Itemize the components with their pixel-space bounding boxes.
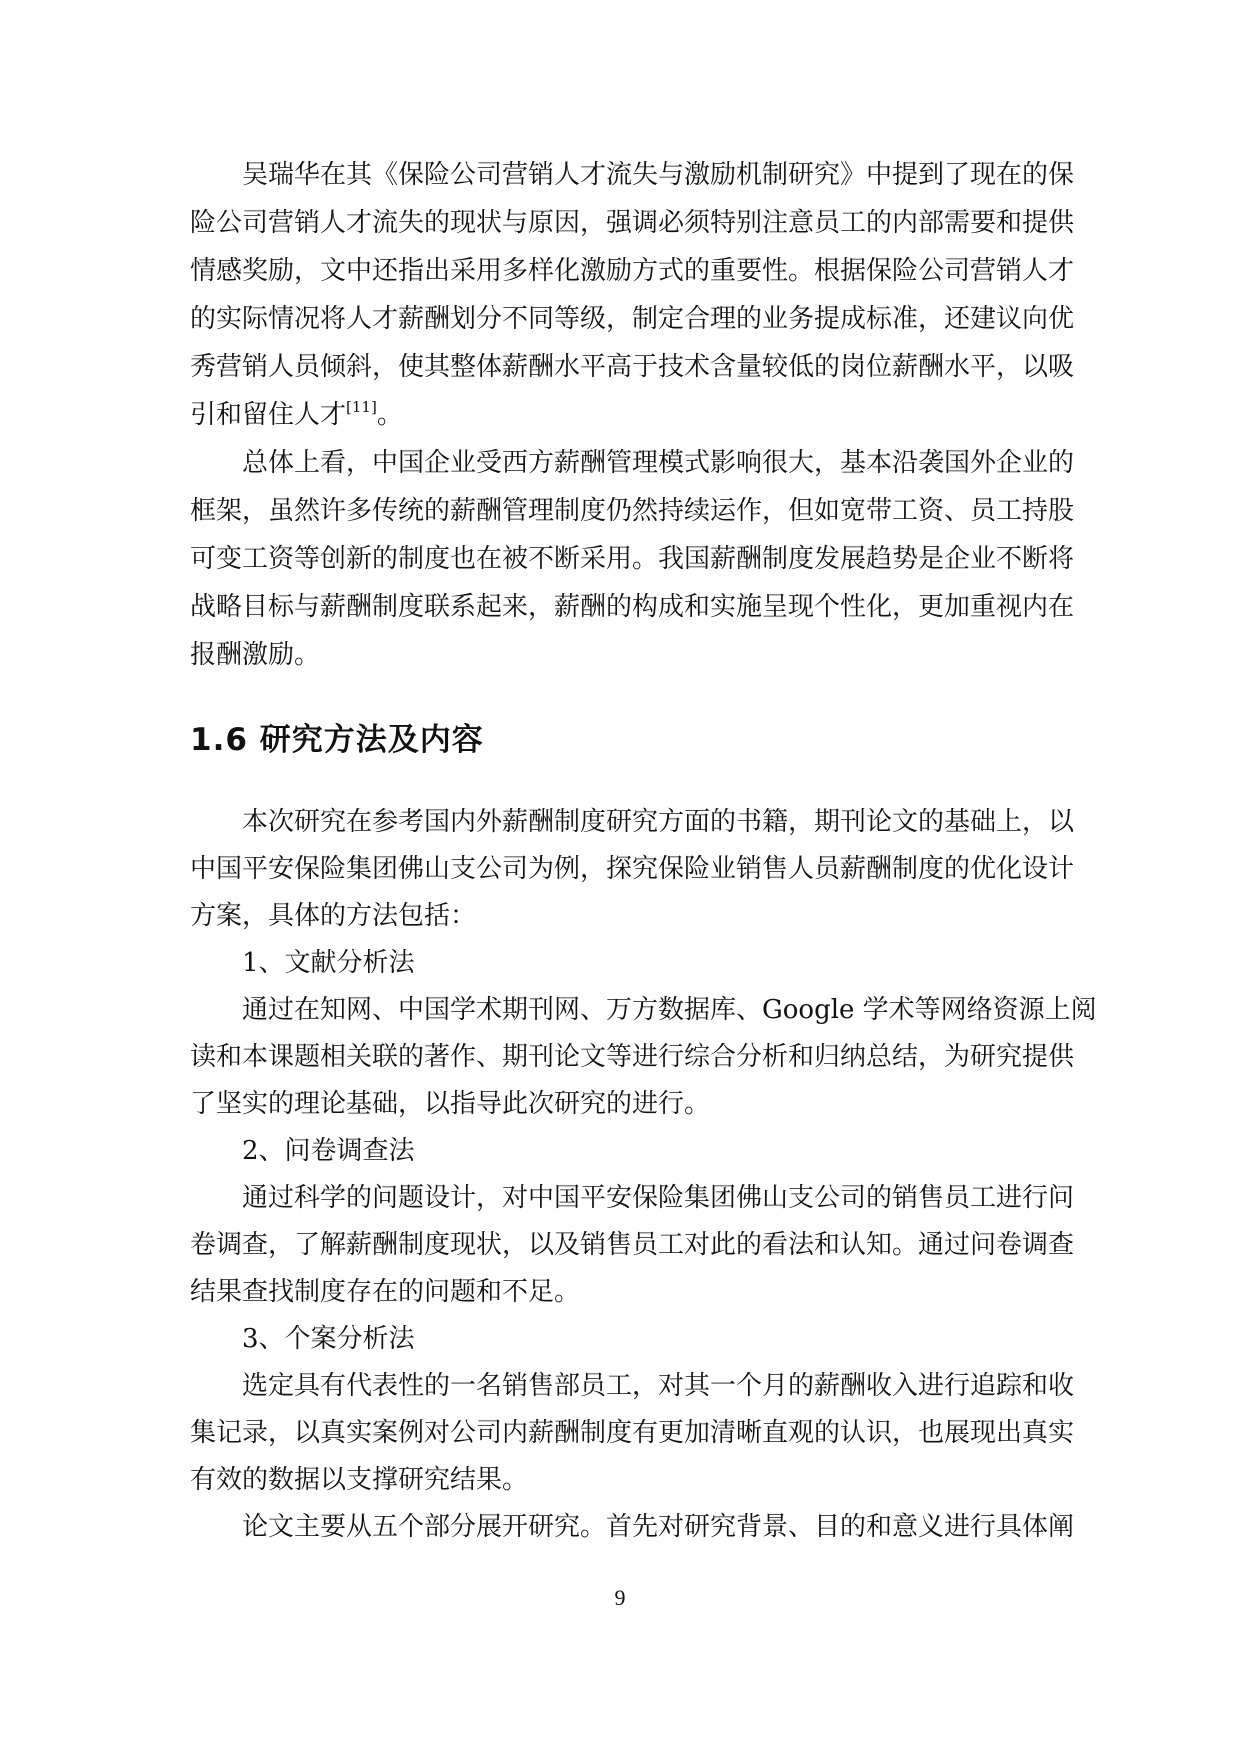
- paragraph: [190, 1504, 1075, 1551]
- body-section-after-heading: [190, 799, 1097, 1551]
- text-line: 集记录，以真实案例对公司内薪酬制度有更加清晰直观的认识，也展现出真实: [190, 1418, 1075, 1448]
- text-line: 方案，具体的方法包括：: [190, 901, 477, 931]
- text-line: 有效的数据以支撑研究结果。: [190, 1465, 529, 1495]
- text-line: 总体上看，中国企业受西方薪酬管理模式影响很大，基本沿袭国外企业的: [242, 448, 1075, 478]
- paragraph: [190, 439, 1075, 679]
- text-line: 中国平安保险集团佛山支公司为例，探究保险业销售人员薪酬制度的优化设计: [190, 854, 1075, 884]
- paragraph: [190, 151, 1075, 439]
- text-line: 选定具有代表性的一名销售部员工，对其一个月的薪酬收入进行追踪和收: [242, 1371, 1075, 1401]
- text-line: 吴瑞华在其《保险公司营销人才流失与激励机制研究》中提到了现在的保: [242, 160, 1075, 190]
- text-line: [190, 391, 1058, 439]
- paragraph: [190, 1316, 1058, 1363]
- text-line: 论文主要从五个部分展开研究。首先对研究背景、目的和意义进行具体阐: [242, 1512, 1075, 1542]
- text-line-tail: 。: [376, 400, 403, 430]
- paragraph: [190, 1363, 1075, 1504]
- text-line: 框架，虽然许多传统的薪酬管理制度仍然持续运作，但如宽带工资、员工持股: [190, 496, 1075, 526]
- citation-reference[interactable]: [11]: [346, 398, 377, 416]
- text-line: 了坚实的理论基础，以指导此次研究的进行。: [190, 1089, 711, 1119]
- paragraph: [190, 987, 1097, 1128]
- text-line: 本次研究在参考国内外薪酬制度研究方面的书籍，期刊论文的基础上，以: [242, 807, 1075, 837]
- section-heading: 1.6 研究方法及内容: [190, 722, 484, 758]
- text-line: 2、问卷调查法: [242, 1136, 415, 1166]
- text-line: 秀营销人员倾斜，使其整体薪酬水平高于技术含量较低的岗位薪酬水平，以吸: [190, 352, 1075, 382]
- paragraph: [190, 1175, 1075, 1316]
- text-line-content: 引和留住人才: [190, 400, 347, 430]
- text-line: 情感奖励，文中还指出采用多样化激励方式的重要性。根据保险公司营销人才: [190, 256, 1075, 286]
- text-line: 险公司营销人才流失的现状与原因，强调必须特别注意员工的内部需要和提供: [190, 208, 1075, 238]
- text-line: 的实际情况将人才薪酬划分不同等级，制定合理的业务提成标准，还建议向优: [190, 304, 1075, 334]
- text-line: 战略目标与薪酬制度联系起来，薪酬的构成和实施呈现个性化，更加重视内在: [190, 592, 1075, 622]
- text-line: 通过科学的问题设计，对中国平安保险集团佛山支公司的销售员工进行问: [242, 1183, 1075, 1213]
- text-line: 通过在知网、中国学术期刊网、万方数据库、Google 学术等网络资源上阅: [242, 995, 1097, 1025]
- text-line: 1、文献分析法: [242, 948, 415, 978]
- text-line: 卷调查，了解薪酬制度现状，以及销售员工对此的看法和认知。通过问卷调查: [190, 1230, 1075, 1260]
- page-number: 9: [614, 1585, 626, 1610]
- text-line: 结果查找制度存在的问题和不足。: [190, 1277, 581, 1307]
- body-section-before-heading: [190, 151, 1075, 679]
- text-line: 读和本课题相关联的著作、期刊论文等进行综合分析和归纳总结，为研究提供: [190, 1042, 1075, 1072]
- text-line: 3、个案分析法: [242, 1324, 415, 1354]
- text-line: 可变工资等创新的制度也在被不断采用。我国薪酬制度发展趋势是企业不断将: [190, 544, 1075, 574]
- paragraph: [190, 799, 1075, 940]
- text-line: 报酬激励。: [190, 640, 321, 670]
- paragraph: [190, 1128, 1058, 1175]
- paragraph: [190, 940, 1058, 987]
